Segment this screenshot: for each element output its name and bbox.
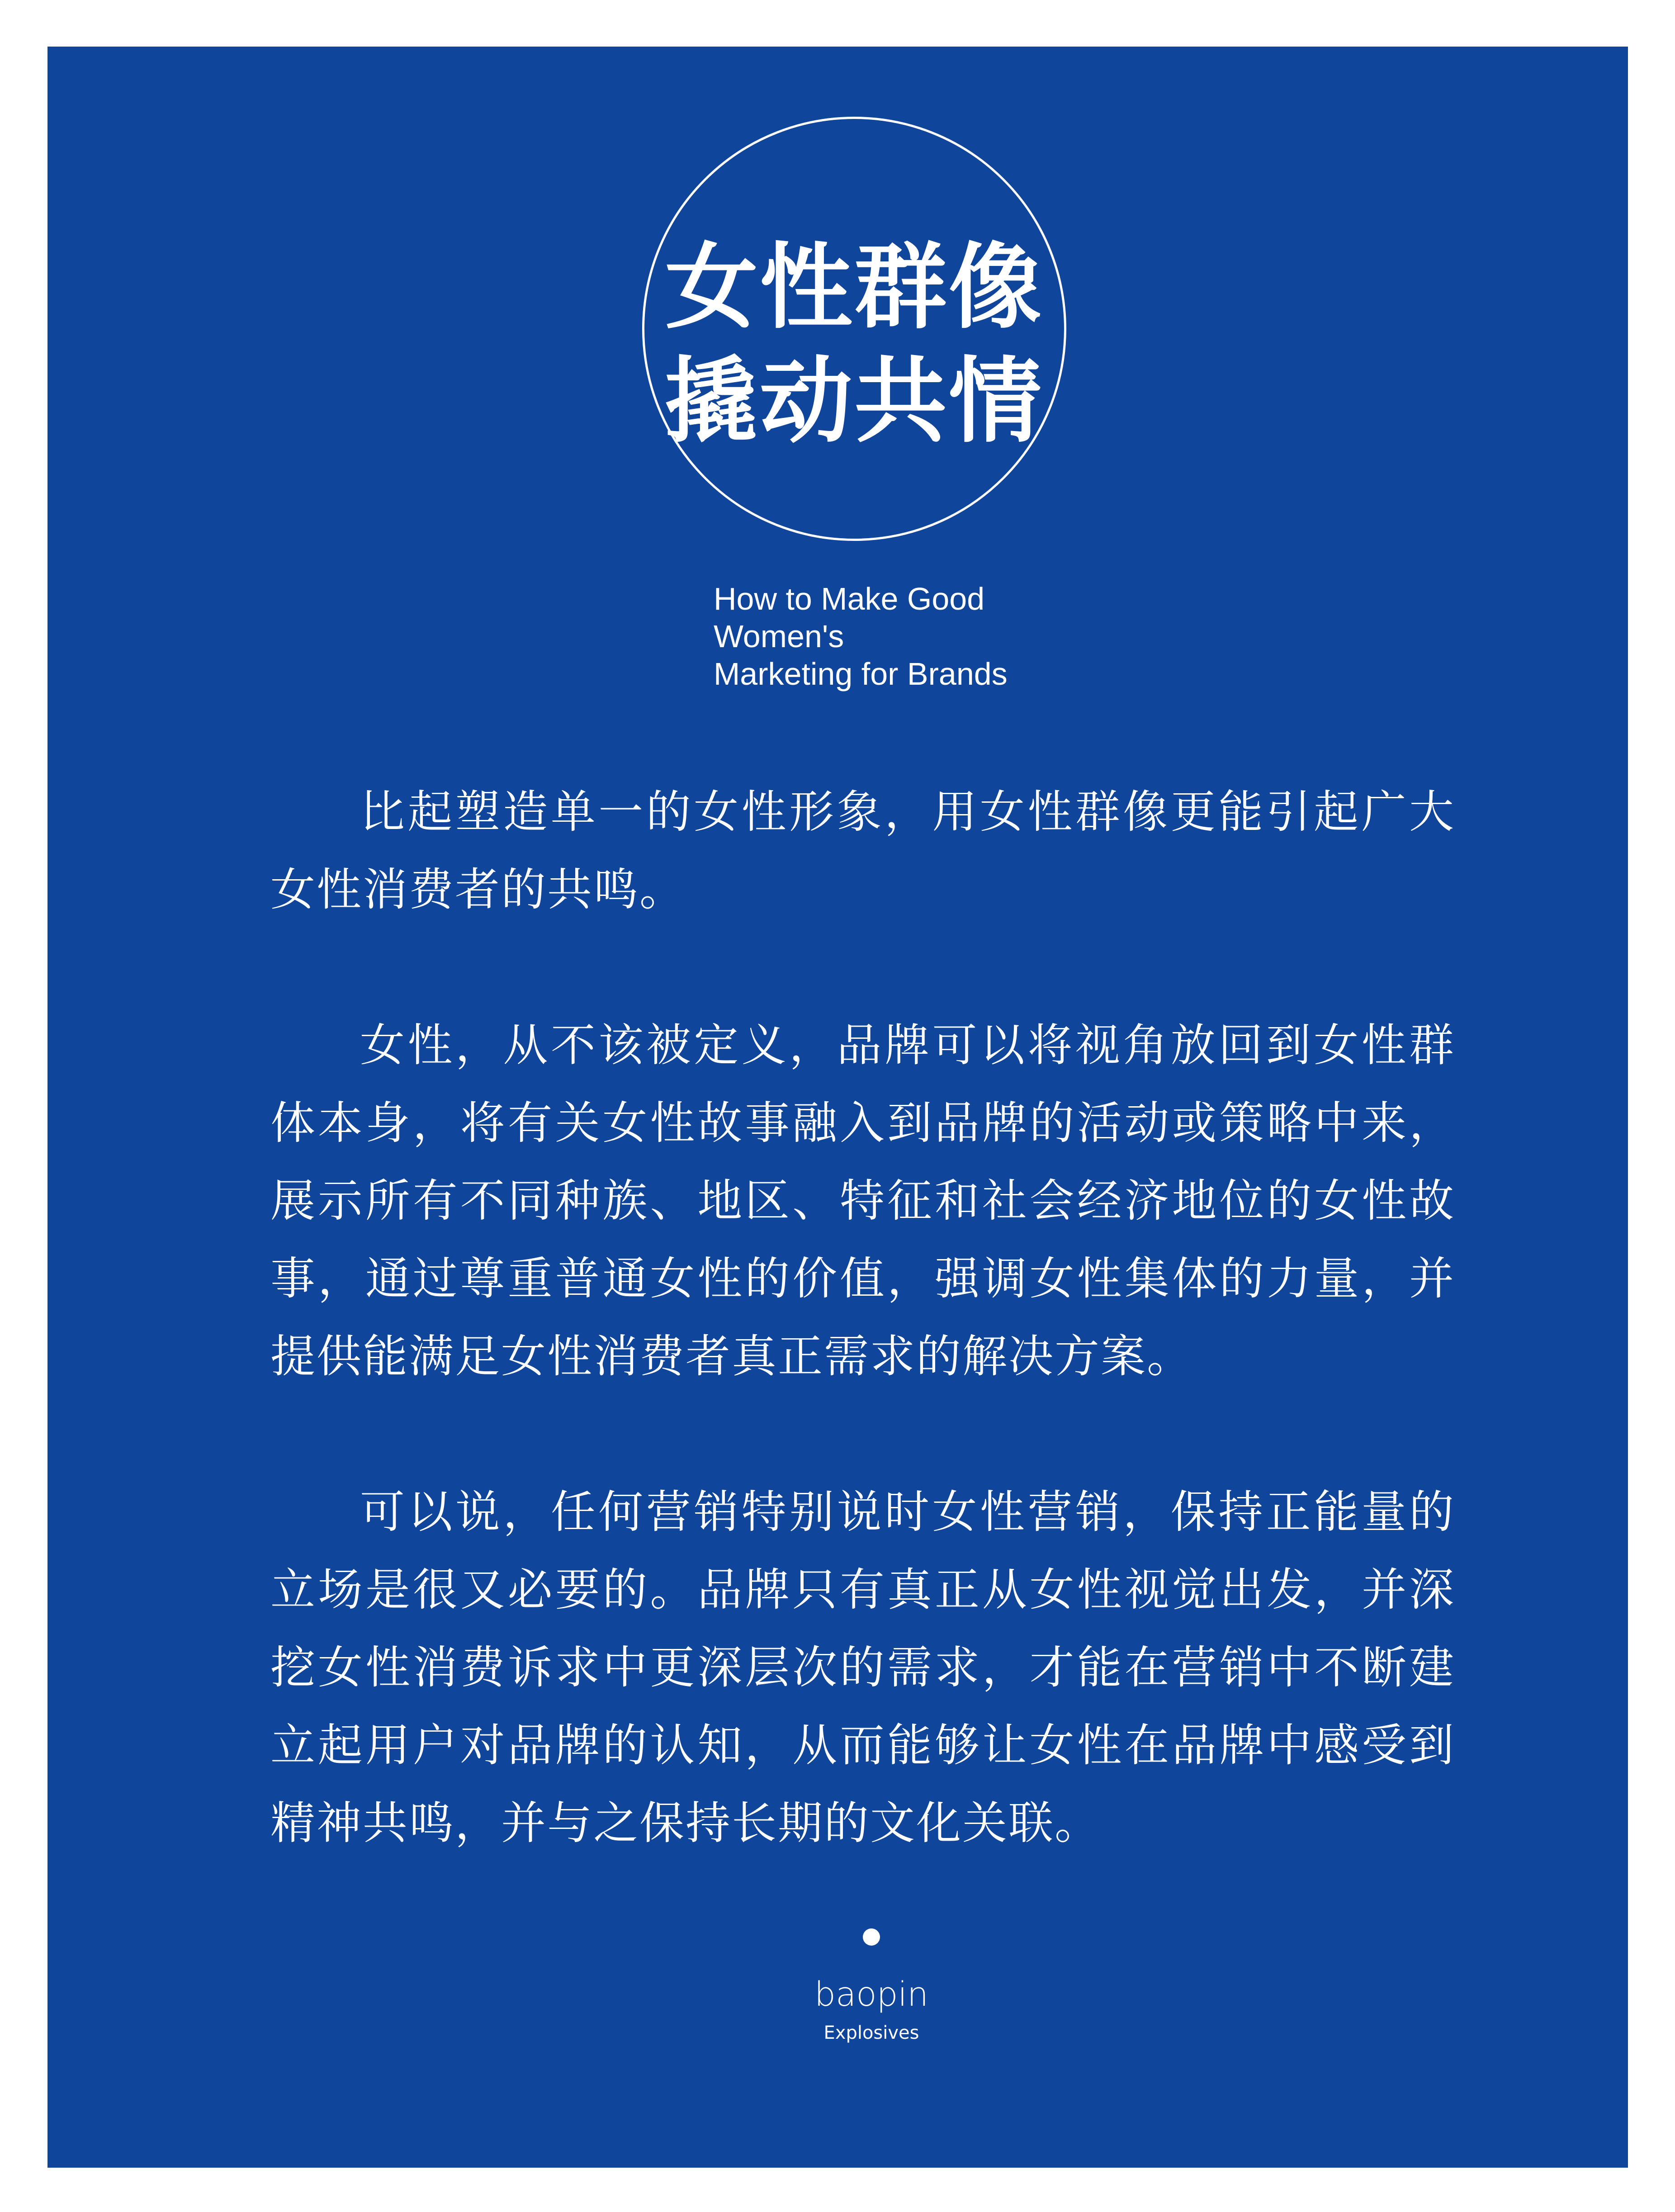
separator-dot [863, 1928, 880, 1946]
subtitle-line-1: How to Make Good [714, 581, 985, 616]
paragraph-1: 比起塑造单一的女性形象，用女性群像更能引起广大女性消费者的共鸣。 [270, 786, 1455, 916]
body-text [270, 773, 1455, 1940]
page-title [642, 231, 1066, 459]
title-line-2: 撬动共情 [665, 348, 1043, 455]
brand-tagline: Explosives [823, 2023, 919, 2043]
title-line-1: 女性群像 [665, 234, 1043, 341]
english-subtitle [714, 580, 1075, 693]
paragraph-2: 女性，从不该被定义，品牌可以将视角放回到女性群体本身，将有关女性故事融入到品牌的活动或策略中来，展示所有不同种族、地区、特征和社会经济地位的女性故事，通过尊重普通女性的价值，强调女性集体的力量，并提供能满足女性消费者真正需求的解决方案。 [270, 1019, 1455, 1383]
subtitle-line-3: Marketing for Brands [714, 656, 1008, 692]
subtitle-line-2: Women's [714, 619, 844, 654]
paragraph-3: 可以说，任何营销特别说时女性营销，保持正能量的立场是很又必要的。品牌只有真正从女性视觉出发，并深挖女性消费诉求中更深层次的需求，才能在营销中不断建立起用户对品牌的认知，从而能够让女性在品牌中感受到精神共鸣，并与之保持长期的文化关联。 [270, 1486, 1455, 1849]
brand-name: baopin [814, 1975, 929, 2014]
